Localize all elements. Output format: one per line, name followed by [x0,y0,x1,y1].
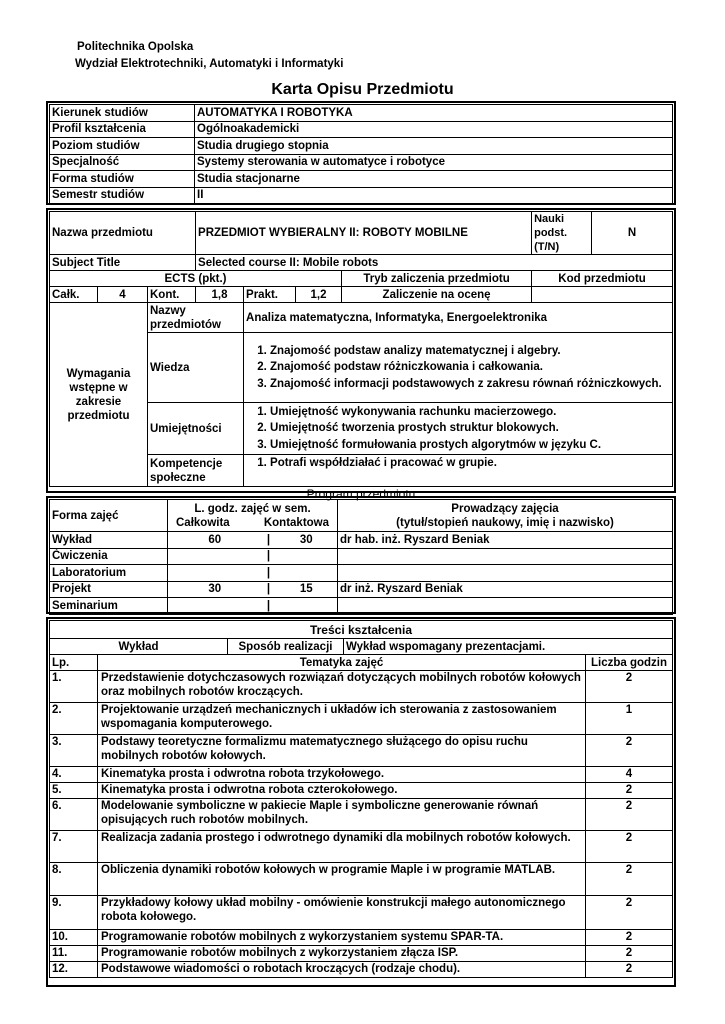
topic-hours: 2 [586,671,673,703]
sposob-label: Sposób realizacji [228,639,344,655]
prereq-item: 1. Potrafi współdziałać i pracować w grupie. [270,455,670,472]
topic-text: Programowanie robotów mobilnych z wykorzystaniem systemu SPAR-TA. [98,930,586,946]
info-label: Poziom studiów [50,138,195,155]
page-title: Karta Opisu Przedmiotu [271,81,454,98]
info-row [50,171,673,188]
topic-hours: 2 [586,783,673,799]
info-row [50,105,673,122]
course-name-label: Nazwa przedmiotu [50,212,196,255]
program-calk: 60 [168,532,262,549]
program-forma: Seminarium [50,598,168,615]
tresci-block [46,617,676,987]
topic-lp: 2. [50,703,98,735]
topic-hours: 2 [586,930,673,946]
kod-label: Kod przedmiotu [532,271,673,287]
program-prow: dr hab. inż. Ryszard Beniak [338,532,673,549]
sposob-value: Wykład wspomagany prezentacjami. [344,639,673,655]
program-kont [276,565,338,582]
topic-row [50,703,673,735]
program-separator: | [262,598,276,615]
prereq-names-label: Nazwy przedmiotów [148,303,244,333]
topic-text: Podstawowe wiadomości o robotach kroczących (rodzaje chodu). [98,962,586,978]
kontaktowa-label: Kontaktowa [263,516,330,529]
program-block [46,496,676,614]
tresci-title: Treści kształcenia [50,621,673,639]
prereq-names-value: Analiza matematyczna, Informatyka, Energoelektronika [244,303,673,333]
program-row [50,548,673,565]
topic-hours: 4 [586,767,673,783]
info-label: Semestr studiów [50,187,195,204]
forma-label: Forma zajęć [50,500,168,532]
program-calk [168,565,262,582]
prereq-umiej-list [244,403,673,455]
prereq-wiedza-list [244,333,673,403]
topic-text: Obliczenia dynamiki robotów kołowych w programie Maple i w programie MATLAB. [98,863,586,896]
course-table [49,211,673,487]
program-prow [338,548,673,565]
lp-label: Lp. [50,655,98,671]
program-forma: Ćwiczenia [50,548,168,565]
prakt-value: 1,2 [296,287,342,303]
prereq-item: 2. Znajomość podstaw różniczkowania i całkowania. [270,359,670,376]
program-separator: | [262,532,276,549]
ects-label: ECTS (pkt.) [50,271,342,287]
topic-text: Programowanie robotów mobilnych z wykorzystaniem złącza ISP. [98,946,586,962]
program-row [50,581,673,598]
tryb-value: Zaliczenie na ocenę [342,287,532,303]
topic-row [50,831,673,863]
topic-hours: 2 [586,896,673,930]
topic-hours: 2 [586,946,673,962]
program-prow [338,565,673,582]
topic-hours: 2 [586,735,673,767]
program-calk [168,598,262,615]
topic-text: Podstawy teoretyczne formalizmu matematycznego służącego do opisu ruchu mobilnych robotów kołowych. [98,735,586,767]
university-name: Politechnika Opolska [77,41,194,53]
course-name-value: PRZEDMIOT WYBIERALNY II: ROBOTY MOBILNE [196,212,532,255]
topic-row [50,783,673,799]
topic-lp: 1. [50,671,98,703]
topic-lp: 8. [50,863,98,896]
info-value: Systemy sterowania w automatyce i robotyce [195,154,673,171]
topic-row [50,735,673,767]
prow-label: Prowadzący zajęcia [451,502,559,515]
topic-row [50,930,673,946]
info-value: Ogólnoakademicki [195,121,673,138]
tresci-table [49,620,673,978]
info-label: Kierunek studiów [50,105,195,122]
nauki-label: Nauki podst. (T/N) [532,212,592,255]
prakt-label: Prakt. [244,287,296,303]
topic-lp: 9. [50,896,98,930]
prow-sub: (tytuł/stopień naukowy, imię i nazwisko) [396,516,614,529]
calk-value: 4 [98,287,148,303]
topic-lp: 5. [50,783,98,799]
program-kont [276,598,338,615]
program-kont: 30 [276,532,338,549]
info-label: Forma studiów [50,171,195,188]
prereq-umiej-label: Umiejętności [148,403,244,455]
program-separator: | [262,565,276,582]
program-prow [338,598,673,615]
program-forma: Laboratorium [50,565,168,582]
program-kont: 15 [276,581,338,598]
prereq-item: 3. Umiejętność formułowania prostych algorytmów w języku C. [270,437,670,454]
program-separator: | [262,548,276,565]
tematyka-label: Tematyka zajęć [98,655,586,671]
info-row [50,138,673,155]
topic-lp: 10. [50,930,98,946]
topic-text: Modelowanie symboliczne w pakiecie Maple i symboliczne generowanie równań opisujących ruch robotów mobilnych. [98,799,586,831]
topic-lp: 6. [50,799,98,831]
info-value: Studia stacjonarne [195,171,673,188]
faculty-name: Wydział Elektrotechniki, Automatyki i Informatyki [75,58,344,70]
topic-text: Kinematyka prosta i odwrotna robota czterokołowego. [98,783,586,799]
prereq-item: 1. Umiejętność wykonywania rachunku macierzowego. [270,404,670,421]
topic-text: Przykładowy kołowy układ mobilny - omówienie konstrukcji małego autonomicznego robota kołowego. [98,896,586,930]
topic-lp: 11. [50,946,98,962]
program-forma: Wykład [50,532,168,549]
topic-hours: 1 [586,703,673,735]
prereq-main-label: Wymagania wstępne w zakresie przedmiotu [50,303,148,487]
calk-label: Całk. [50,287,98,303]
prereq-item: 1. Znajomość podstaw analizy matematycznej i algebry. [270,343,670,360]
godz-label: L. godz. zajęć w sem. [194,502,311,515]
topic-hours: 2 [586,962,673,978]
course-block [46,208,676,501]
prereq-komp-list [244,455,673,487]
prereq-item: 2. Umiejętność tworzenia prostych struktur blokowych. [270,420,670,437]
info-value: AUTOMATYKA I ROBOTYKA [195,105,673,122]
godz-header [168,500,338,532]
program-prow: dr inż. Ryszard Beniak [338,581,673,598]
program-forma: Projekt [50,581,168,598]
program-table [49,499,673,615]
topic-text: Przedstawienie dotychczasowych rozwiązań dotyczących mobilnych robotów kołowych oraz mobilnych robotów kroczących. [98,671,586,703]
kont-label: Kont. [148,287,196,303]
topic-row [50,946,673,962]
info-value: Studia drugiego stopnia [195,138,673,155]
topic-text: Kinematyka prosta i odwrotna robota trzykołowego. [98,767,586,783]
subject-title-label: Subject Title [50,255,196,271]
topic-row [50,767,673,783]
topic-text: Realizacja zadania prostego i odwrotnego dynamiki dla mobilnych robotów kołowych. [98,831,586,863]
topic-lp: 3. [50,735,98,767]
topic-text: Projektowanie urządzeń mechanicznych i układów ich sterowania z zastosowaniem wspomagania komputerowego. [98,703,586,735]
info-row [50,154,673,171]
study-info-block [46,101,676,205]
topic-row [50,962,673,978]
info-row [50,187,673,204]
info-label: Profil kształcenia [50,121,195,138]
calkowita-label: Całkowita [176,516,230,529]
program-separator: | [262,581,276,598]
liczba-godzin-label: Liczba godzin [586,655,673,671]
nauki-value: N [592,212,673,255]
subject-title-value: Selected course II: Mobile robots [196,255,673,271]
study-info-table [49,104,673,204]
topic-row [50,863,673,896]
tryb-label: Tryb zaliczenia przedmiotu [342,271,532,287]
prereq-wiedza-label: Wiedza [148,333,244,403]
program-row [50,532,673,549]
program-row [50,598,673,615]
info-label: Specjalność [50,154,195,171]
topic-row [50,671,673,703]
topic-lp: 7. [50,831,98,863]
topic-hours: 2 [586,831,673,863]
program-calk: 30 [168,581,262,598]
prow-header [338,500,673,532]
topic-row [50,896,673,930]
prereq-item: 3. Znajomość informacji podstawowych z zakresu równań różniczkowych. [270,376,670,393]
topic-hours: 2 [586,799,673,831]
kont-value: 1,8 [196,287,244,303]
program-row [50,565,673,582]
topic-lp: 4. [50,767,98,783]
prereq-komp-label: Kompetencje społeczne [148,455,244,487]
info-value: II [195,187,673,204]
program-calk [168,548,262,565]
topic-lp: 12. [50,962,98,978]
wyklad-label: Wykład [50,639,228,655]
program-kont [276,548,338,565]
info-row [50,121,673,138]
program-title: Program przedmiotu [306,487,416,501]
topic-hours: 2 [586,863,673,896]
topic-row [50,799,673,831]
kod-value [532,287,673,303]
